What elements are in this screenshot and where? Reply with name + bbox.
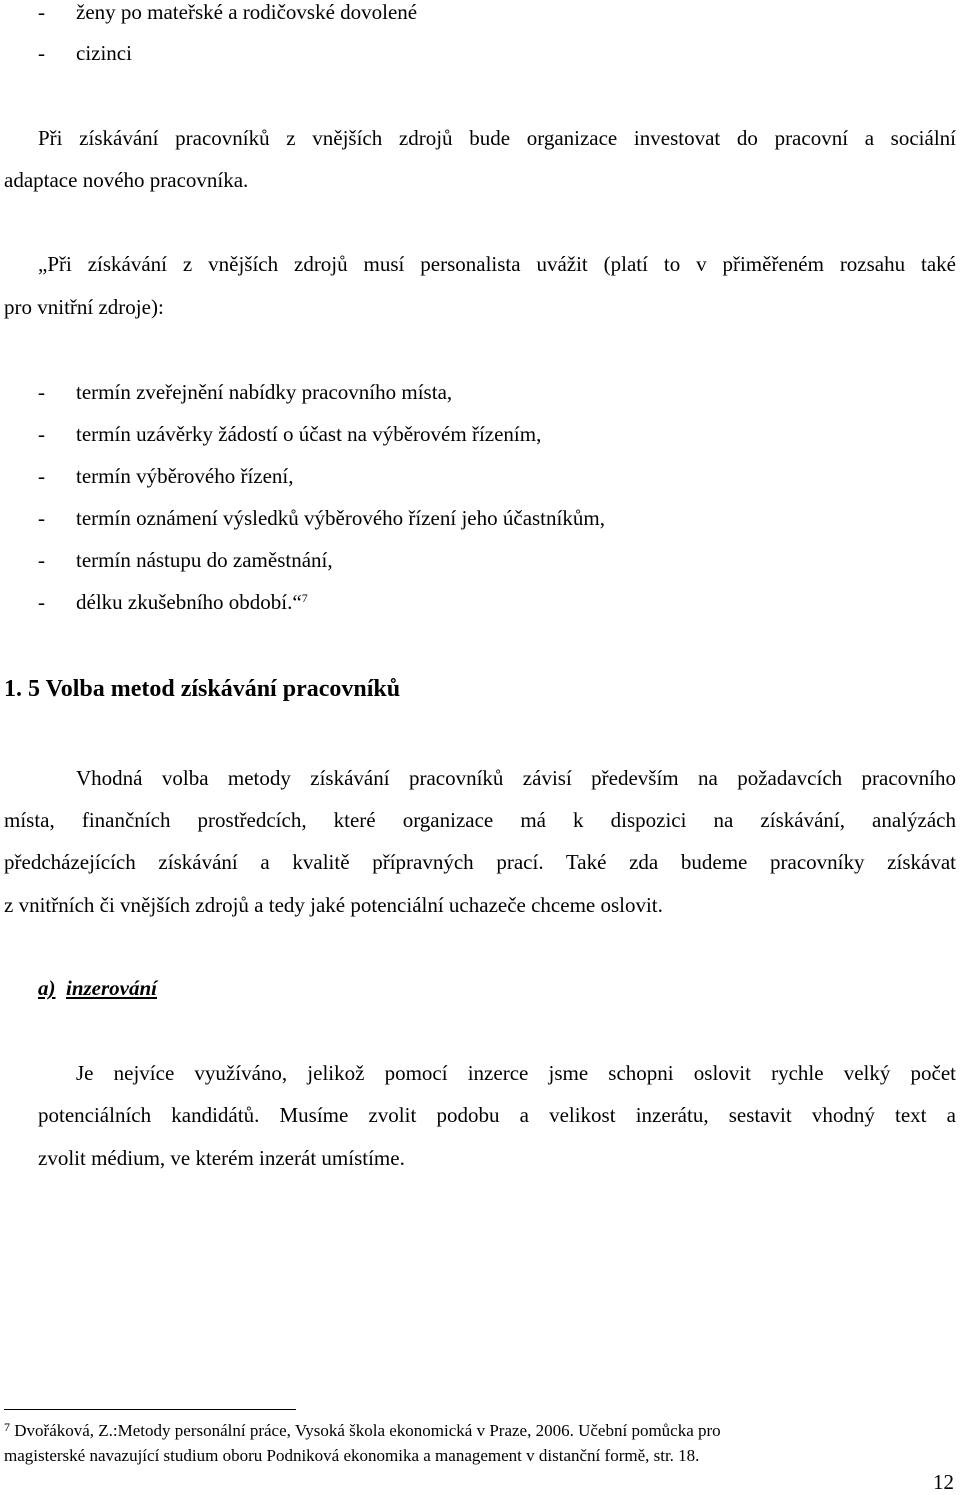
list-item: [38, 422, 541, 446]
list-item-text: termín uzávěrky žádostí o účast na výběrovém řízením,: [76, 422, 542, 446]
footnote-line: magisterské navazující studium oboru Podniková ekonomika a management v distanční formě, str. 18.: [4, 1446, 700, 1465]
list-item-text: termín oznámení výsledků výběrového řízení jeho účastníkům,: [76, 506, 605, 530]
list-item: [38, 590, 308, 614]
paragraph-line: zvolit médium, ve kterém inzerát umístíme.: [38, 1146, 405, 1170]
paragraph-line: místa, finančních prostředcích, které organizace má k dispozici na získávání, analýzách: [4, 808, 956, 832]
list-dash: -: [38, 464, 45, 488]
list-item-text: ženy po mateřské a rodičovské dovolené: [76, 0, 418, 24]
subsection-marker: a): [38, 976, 56, 1000]
paragraph-line: Při získávání pracovníků z vnějších zdrojů bude organizace investovat do pracovní a sociální: [38, 126, 956, 150]
list-dash: -: [38, 422, 45, 446]
list-item-text: délku zkušebního období.“: [76, 590, 302, 614]
list-item-text: termín zveřejnění nabídky pracovního místa,: [76, 380, 453, 404]
paragraph-line: Vhodná volba metody získávání pracovníků závisí především na požadavcích pracovního: [76, 766, 956, 790]
quote-line: „Při získávání z vnějších zdrojů musí personalista uvážit (platí to v přiměřeném rozsahu také: [38, 252, 956, 276]
footnote-reference: 7: [301, 591, 308, 605]
list-dash: -: [38, 506, 45, 530]
quote-line: pro vnitřní zdroje):: [4, 295, 164, 319]
list-item: [38, 41, 132, 65]
paragraph-line: z vnitřních či vnějších zdrojů a tedy jaké potenciální uchazeče chceme oslovit.: [4, 893, 663, 917]
list-item-text: termín nástupu do zaměstnání,: [76, 548, 333, 572]
list-item: [38, 548, 333, 572]
subsection-title: inzerování: [66, 976, 158, 1000]
list-item-text: cizinci: [76, 41, 132, 65]
list-dash: -: [38, 0, 45, 24]
list-dash: -: [38, 41, 45, 65]
paragraph-line: adaptace nového pracovníka.: [4, 168, 249, 192]
footnote-number: 7: [4, 1420, 10, 1434]
footnote-text: Dvořáková, Z.:Metody personální práce, Vysoká škola ekonomická v Praze, 2006. Učební pomůcka pro: [14, 1421, 721, 1440]
paragraph-line: Je nejvíce využíváno, jelikož pomocí inzerce jsme schopni oslovit rychle velký počet: [76, 1061, 956, 1085]
list-dash: -: [38, 548, 45, 572]
footnote-line: [4, 1421, 721, 1441]
list-item: [38, 464, 294, 488]
list-item-text: termín výběrového řízení,: [76, 464, 294, 488]
subsection-heading: [38, 976, 157, 1001]
paragraph-line: potenciálních kandidátů. Musíme zvolit podobu a velikost inzerátu, sestavit vhodný text a: [38, 1103, 956, 1127]
footnote-separator: [4, 1409, 296, 1410]
list-item: [38, 380, 452, 404]
section-heading: 1. 5 Volba metod získávání pracovníků: [4, 676, 401, 702]
list-item: [38, 0, 417, 24]
list-dash: -: [38, 380, 45, 404]
page-number: 12: [933, 1470, 954, 1494]
list-item: [38, 506, 605, 530]
list-dash: -: [38, 590, 45, 614]
paragraph-line: předcházejících získávání a kvalitě přípravných prací. Také zda budeme pracovníky získávat: [4, 850, 956, 874]
